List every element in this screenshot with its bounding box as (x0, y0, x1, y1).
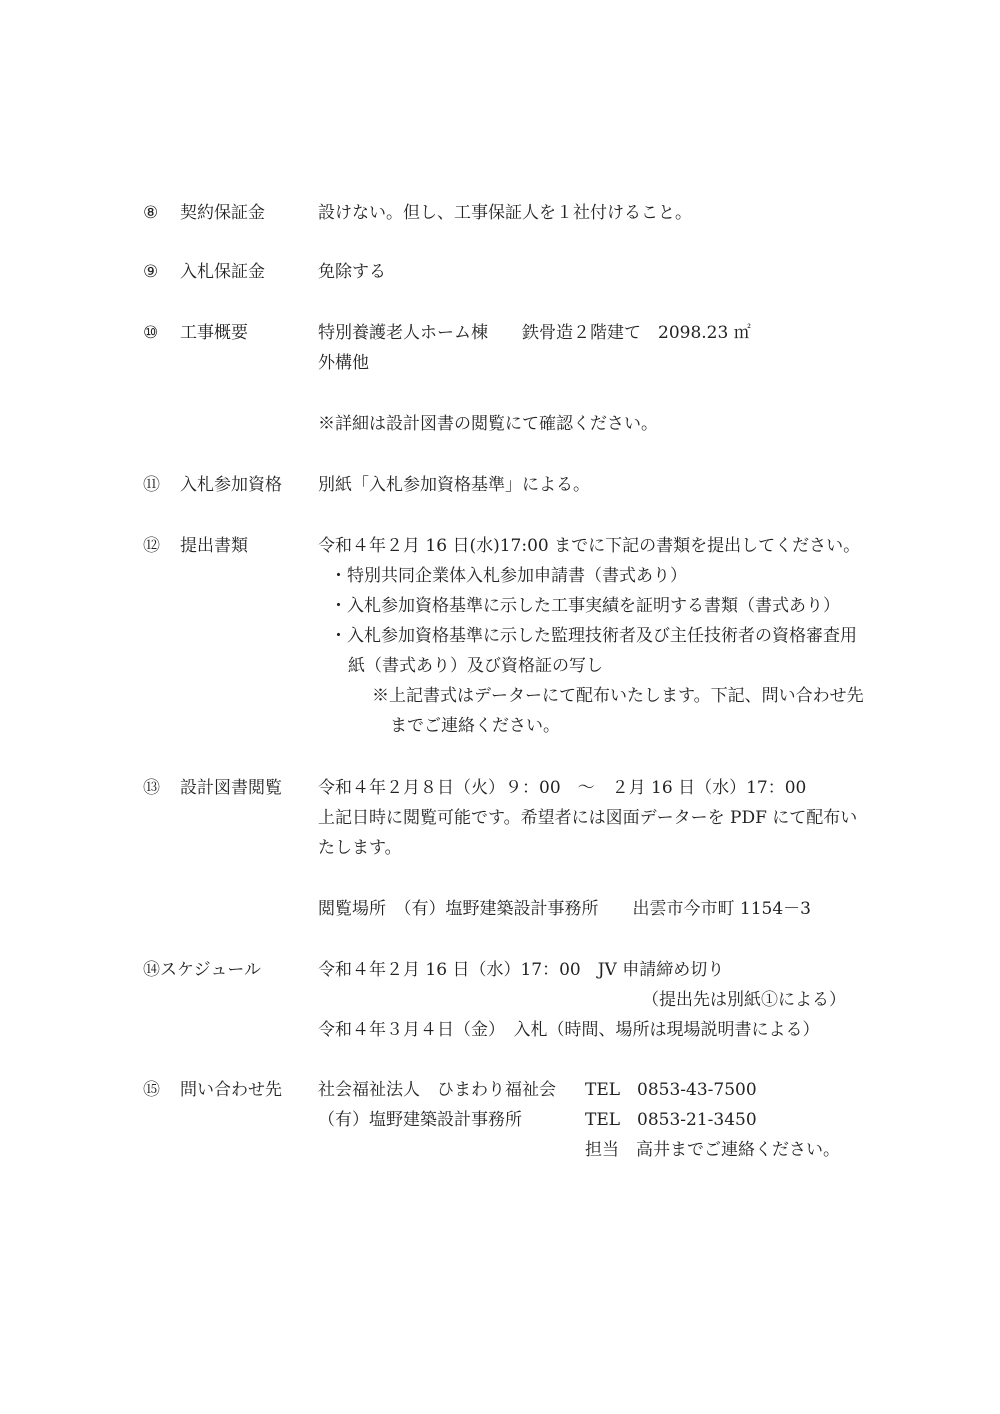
item-number-10: ⑩ (143, 323, 159, 343)
documents-note: ※上記書式はデーターにて配布いたします。下記、問い合わせ先 (372, 686, 864, 706)
item-label-contact: 問い合わせ先 (180, 1080, 282, 1100)
documents-bullet-3: ・入札参加資格基準に示した監理技術者及び主任技術者の資格審査用 (330, 626, 857, 646)
schedule-line-2: （提出先は別紙①による） (642, 990, 846, 1010)
item-text-bid-guarantee: 免除する (318, 262, 386, 282)
design-viewing-text-2: たします。 (318, 838, 402, 858)
item-number-9: ⑨ (143, 262, 159, 282)
design-viewing-text-1: 上記日時に閲覧可能です。希望者には図面データーを PDF にて配布い (318, 808, 858, 828)
item-number-11: ⑪ (143, 475, 160, 495)
work-overview-line-1: 特別養護老人ホーム棟 鉄骨造２階建て 2098.23 ㎡ (318, 323, 751, 343)
item-text-contract-guarantee: 設けない。但し、工事保証人を１社付けること。 (318, 203, 692, 223)
item-label-contract-guarantee: 契約保証金 (180, 203, 265, 223)
work-overview-note: ※詳細は設計図書の閲覧にて確認ください。 (318, 414, 658, 434)
schedule-line-3: 令和４年３月４日（金） 入札（時間、場所は現場説明書による） (318, 1020, 820, 1040)
item-text-qualification: 別紙「入札参加資格基準」による。 (318, 475, 590, 495)
item-number-12: ⑫ (143, 536, 160, 556)
item-label-design-viewing: 設計図書閲覧 (180, 778, 282, 798)
item-label-documents: 提出書類 (180, 536, 248, 556)
contact-person: 担当 高井までご連絡ください。 (585, 1140, 840, 1160)
schedule-line-1: 令和４年２月 16 日（水）17：00 JV 申請締め切り (318, 960, 725, 980)
documents-note-cont: までご連絡ください。 (390, 716, 560, 736)
contact-org-2: （有）塩野建築設計事務所 (318, 1110, 522, 1130)
item-label-schedule: ⑭スケジュール (143, 960, 261, 980)
documents-bullet-3-cont: 紙（書式あり）及び資格証の写し (348, 656, 603, 676)
contact-org-1: 社会福祉法人 ひまわり福祉会 (318, 1080, 556, 1100)
contact-tel-2: TEL 0853-21-3450 (585, 1110, 757, 1130)
documents-deadline: 令和４年２月 16 日(水)17:00 までに下記の書類を提出してください。 (318, 536, 861, 556)
work-overview-line-2: 外構他 (318, 353, 369, 373)
item-label-qualification: 入札参加資格 (180, 475, 282, 495)
item-label-work-overview: 工事概要 (180, 323, 248, 343)
item-label-bid-guarantee: 入札保証金 (180, 262, 265, 282)
documents-bullet-2: ・入札参加資格基準に示した工事実績を証明する書類（書式あり） (330, 596, 840, 616)
documents-bullet-1: ・特別共同企業体入札参加申請書（書式あり） (330, 566, 687, 586)
item-number-8: ⑧ (143, 203, 159, 223)
design-viewing-place: 閲覧場所 （有）塩野建築設計事務所 出雲市今市町 1154－3 (318, 899, 811, 919)
design-viewing-period: 令和４年２月８日（火）９：00 ～ ２月 16 日（水）17：00 (318, 778, 807, 798)
contact-tel-1: TEL 0853-43-7500 (585, 1080, 757, 1100)
item-number-15: ⑮ (143, 1080, 160, 1100)
item-number-13: ⑬ (143, 778, 160, 798)
